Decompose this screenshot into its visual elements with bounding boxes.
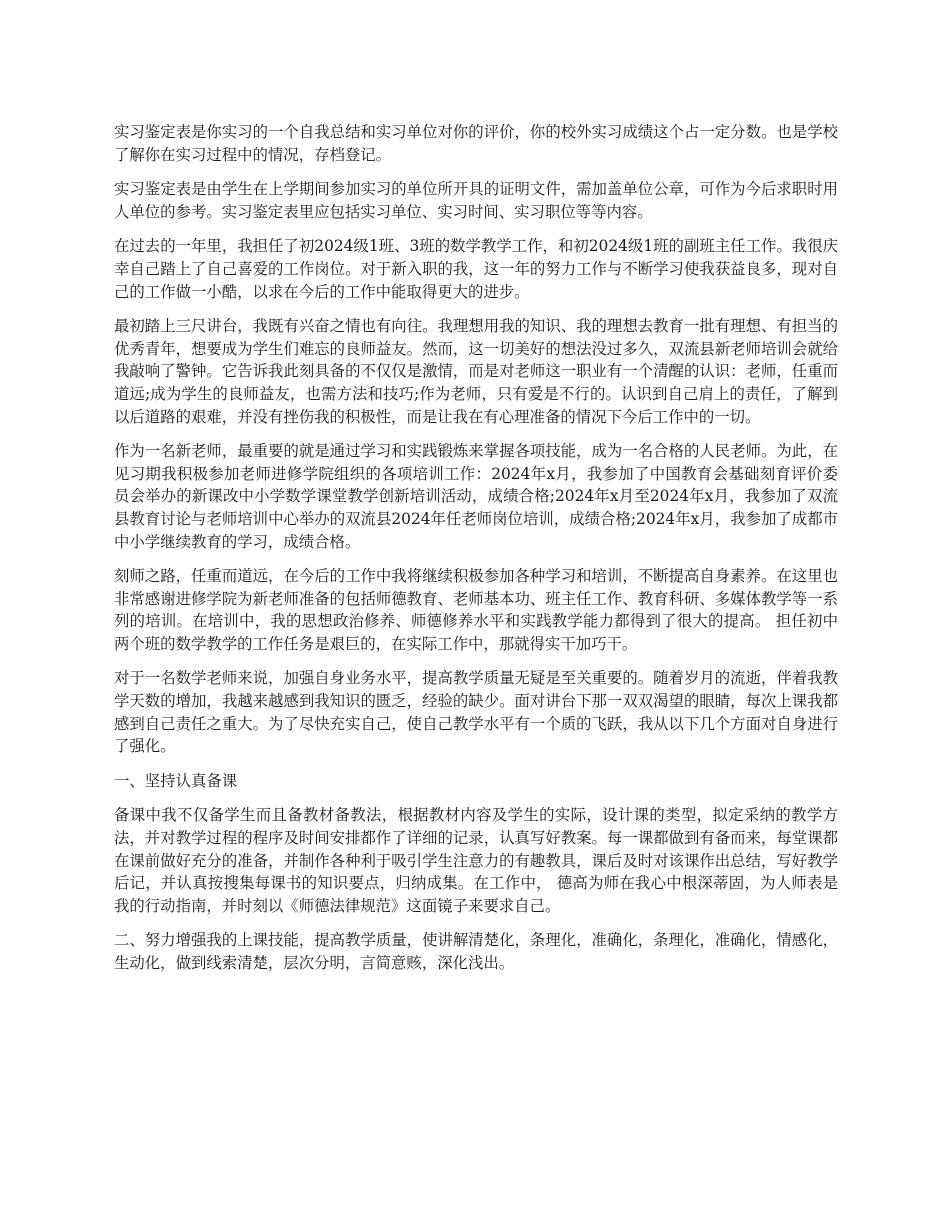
document-page	[114, 121, 838, 987]
paragraph-continued-learning: 刻师之路，任重而道远，在今后的工作中我将继续积极参加各种学习和培训，不断提高自身素养。在这里也非常感谢进修学院为新老师准备的包括师德教育、老师基本功、班主任工作、教育科研、多媒体教学等一系列的培训。在培训中，我的思想政治修养、师德修养水平和实践教学能力都得到了很大的提高。 担任初中两个班的数学教学的工作任务是艰巨的，在实际工作中，那就得实干加巧干。	[114, 567, 838, 653]
paragraph-first-on-podium: 最初踏上三尺讲台，我既有兴奋之情也有向往。我理想用我的知识、我的理想去教育一批有理想、有担当的优秀青年，想要成为学生们难忘的良师益友。然而，这一切美好的想法没过多久，双流县新老师培训会就给我敲响了警钟。它告诉我此刻具备的不仅仅是激情，而是对老师这一职业有一个清醒的认识：老师，任重而道远;成为学生的良师益友，也需方法和技巧;作为老师，只有爱是不行的。认识到自己肩上的责任，了解到以后道路的艰难，并没有挫伤我的积极性，而是让我在有心理准备的情况下今后工作中的一切。	[114, 317, 838, 426]
paragraph-teaching-improvement: 对于一名数学老师来说，加强自身业务水平，提高教学质量无疑是至关重要的。随着岁月的流逝，伴着我教学天数的增加，我越来越感到我知识的匮乏，经验的缺少。面对讲台下那一双双渴望的眼睛，每次上课我都感到自己责任之重大。为了尽快充实自己，使自己教学水平有一个质的飞跃，我从以下几个方面对自身进行了强化。	[114, 669, 838, 756]
paragraph-past-year-summary: 在过去的一年里，我担任了初2024级1班、3班的数学教学工作，和初2024级1班的副班主任工作。我很庆幸自己踏上了自己喜爱的工作岗位。对于新入职的我，这一年的努力工作与不断学习使我获益良多，现对自己的工作做一小酷，以求在今后的工作中能取得更大的进步。	[114, 237, 838, 301]
paragraph-training-activities: 作为一名新老师，最重要的就是通过学习和实践锻炼来掌握各项技能，成为一名合格的人民老师。为此，在见习期我积极参加老师进修学院组织的各项培训工作：2024年x月，我参加了中国教育会基础刻育评价委员会举办的新课改中小学数学课堂教学创新培训活动，成绩合格;2024年x月至2024年x月，我参加了双流县教育讨论与老师培训中心举办的双流县2024年任老师岗位培训，成绩合格;2024年x月，我参加了成都市中小学继续教育的学习，成绩合格。	[114, 442, 838, 551]
paragraph-internship-evaluation-purpose: 实习鉴定表是你实习的一个自我总结和实习单位对你的评价，你的校外实习成绩这个占一定分数。也是学校了解你在实习过程中的情况，存档登记。	[114, 123, 838, 164]
paragraph-lesson-preparation: 备课中我不仅备学生而且备教材备教法，根据教材内容及学生的实际，设计课的类型，拟定采纳的教学方法，并对教学过程的程序及时间安排都作了详细的记录，认真写好教案。每一课都做到有备而来，每堂课都在课前做好充分的准备，并制作各种利于吸引学生注意力的有趣教具，课后及时对该课作出总结，写好教学后记，并认真按搜集每课书的知识要点，归纳成集。在工作中， 德高为师在我心中根深蒂固，为人师表是我的行动指南，并时刻以《师德法律规范》这面镜子来要求自己。	[114, 806, 838, 915]
paragraph-teaching-skills: 二、努力增强我的上课技能，提高教学质量，使讲解清楚化，条理化，准确化，条理化，准确化，情感化，生动化，做到线索清楚，层次分明，言简意赅，深化浅出。	[114, 931, 838, 972]
paragraph-internship-evaluation-definition: 实习鉴定表是由学生在上学期间参加实习的单位所开具的证明文件，需加盖单位公章，可作为今后求职时用人单位的参考。实习鉴定表里应包括实习单位、实习时间、实习职位等等内容。	[114, 180, 838, 221]
section-heading-lesson-preparation: 一、坚持认真备课	[114, 771, 238, 790]
